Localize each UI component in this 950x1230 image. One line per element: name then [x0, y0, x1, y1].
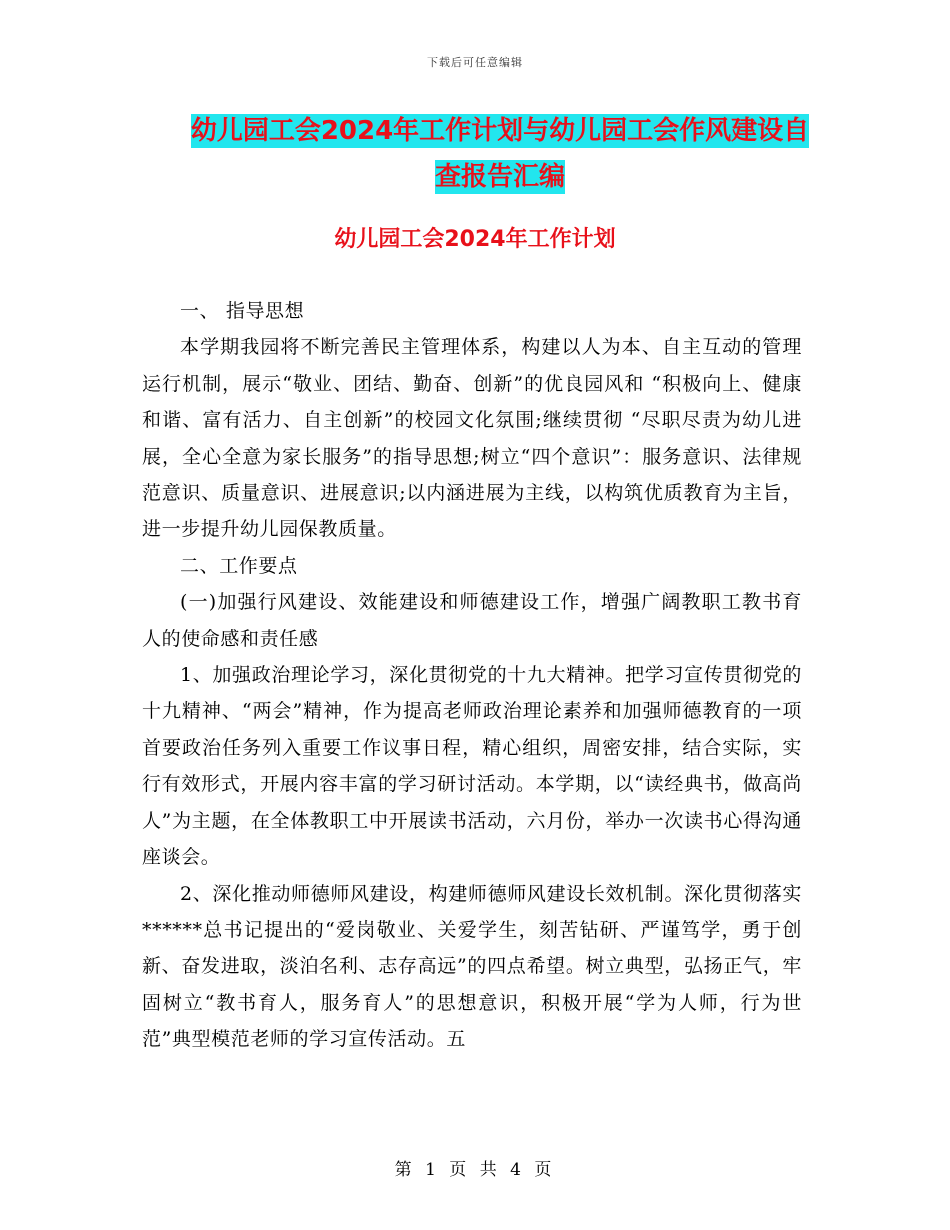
heading-work-points: 二、工作要点	[180, 554, 298, 577]
page-footer: 第 1 页 共 4 页	[394, 1160, 556, 1180]
header-note: 下载后可任意编辑	[427, 56, 523, 69]
section-title: 幼儿园工会2024年工作计划	[334, 227, 616, 252]
paragraph-guiding-thought: 本学期我园将不断完善民主管理体系，构建以人为本、自主互动的管理运行机制，展示“敬业、团结、勤奋、创新”的优良园风和 “积极向上、健康和谐、富有活力、自主创新”的校园文化氛围;继续贯彻 “尽职尽责为幼儿进展，全心全意为家长服务”的指导思想;树立“四个意识”：服务意识、法律规范意识、质量意识、进展意识;以内涵进展为主线，以构筑优质教育为主旨，进一步提升幼儿园保教质量。	[142, 336, 802, 541]
document-title	[150, 108, 850, 200]
document-body	[142, 293, 802, 1058]
heading-guiding-thought: 一、 指导思想	[180, 300, 305, 322]
paragraph-item-1: 1、加强政治理论学习，深化贯彻党的十九大精神。把学习宣传贯彻党的十九精神、“两会”精神，作为提高老师政治理论素养和加强师德教育的一项首要政治任务列入重要工作议事日程，精心组织，周密安排，结合实际，实行有效形式，开展内容丰富的学习研讨活动。本学期，以“读经典书，做高尚人”为主题，在全体教职工中开展读书活动，六月份，举办一次读书心得沟通座谈会。	[142, 664, 802, 869]
paragraph-item-2: 2、深化推动师德师风建设，构建师德师风建设长效机制。深化贯彻落实******总书记提出的“爱岗敬业、关爱学生，刻苦钻研、严谨笃学，勇于创新、奋发进取，淡泊名利、志存高远”的四点希望。树立典型，弘扬正气，牢固树立“教书育人，服务育人”的思想意识，积极开展“学为人师，行为世范”典型模范老师的学习宣传活动。五	[142, 882, 802, 1051]
document-title-line-1: 幼儿园工会2024年工作计划与幼儿园工会作风建设自	[190, 116, 810, 146]
document-title-line-2: 查报告汇编	[434, 162, 565, 192]
paragraph-subheading-1: (一)加强行风建设、效能建设和师德建设工作，增强广阔教职工教书育人的使命感和责任感	[142, 591, 802, 650]
